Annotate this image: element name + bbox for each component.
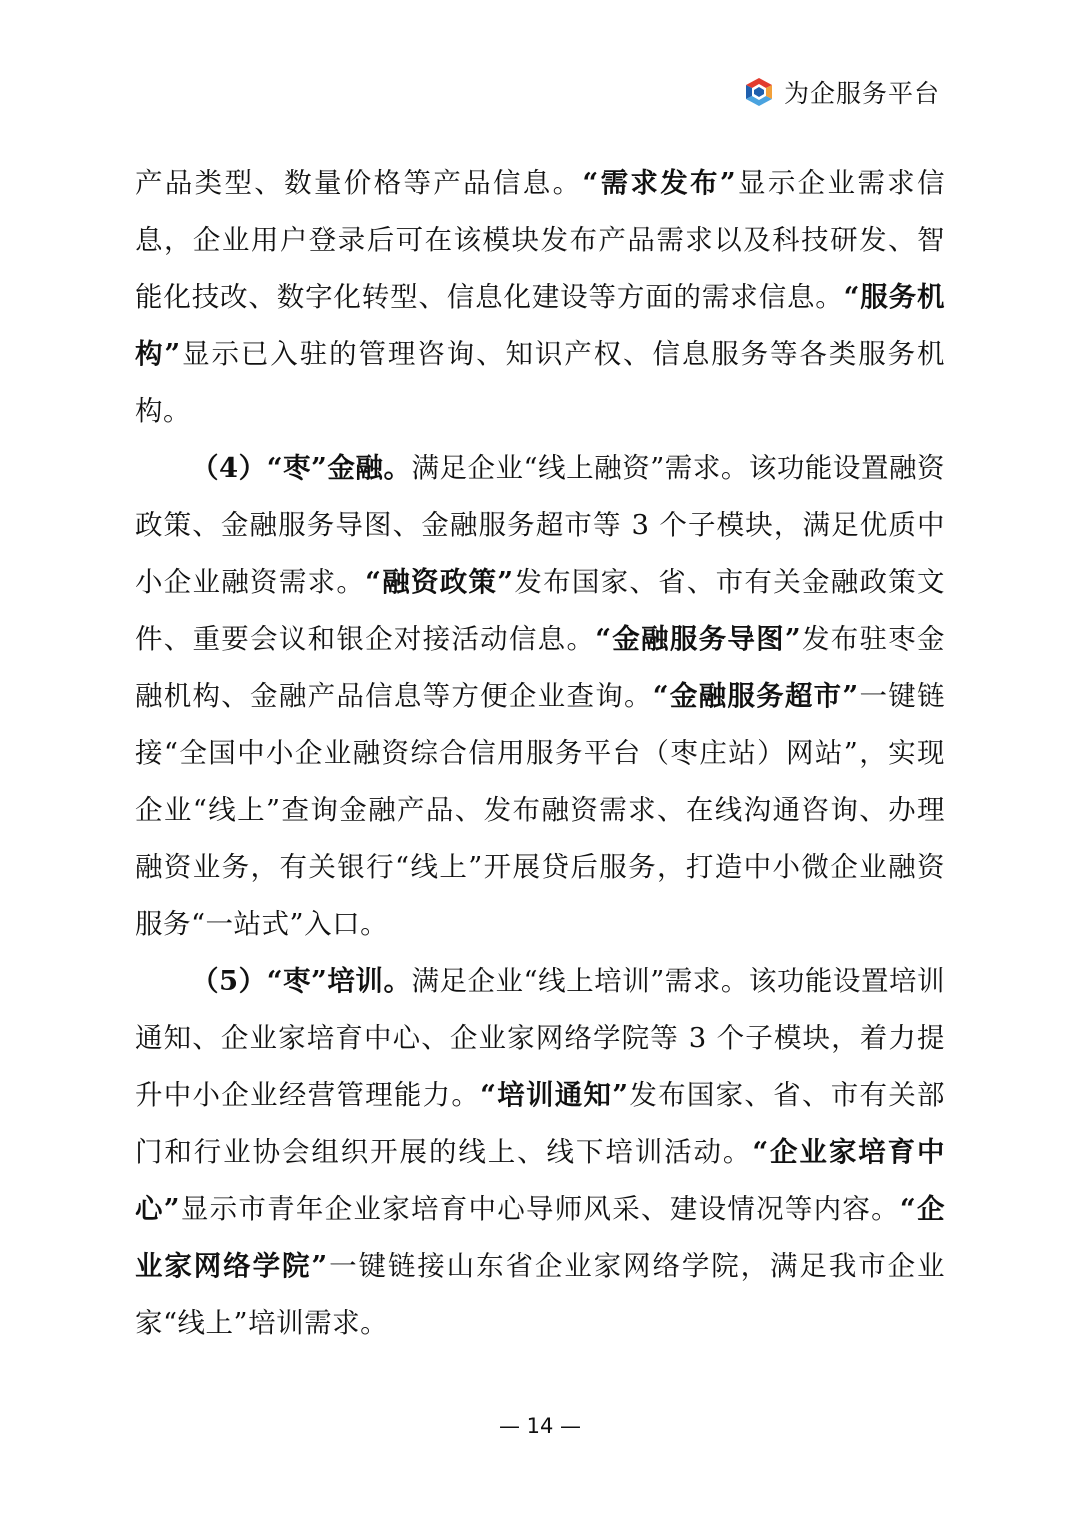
- term-financial-service-market: “金融服务超市”: [652, 680, 859, 712]
- paragraph-finance: （4）“枣”金融。满足企业“线上融资”需求。该功能设置融资政策、金融服务导图、金融服务超市等 3 个子模块，满足优质中小企业融资需求。“融资政策”发布国家、省、市有关金融政策文件、重要会议和银企对接活动信息。“金融服务导图”发布驻枣金融机构、金融产品信息等方便企业查询。“金融服务超市”一键链接“全国中小企业融资综合信用服务平台（枣庄站）网站”，实现企业“线上”查询金融产品、发布融资需求、在线沟通咨询、办理融资业务，有关银行“线上”开展贷后服务，打造中小微企业融资服务“一站式”入口。: [135, 452, 946, 940]
- term-demand-release: “需求发布”: [582, 167, 737, 199]
- paragraph-training: （5）“枣”培训。满足企业“线上培训”需求。该功能设置培训通知、企业家培育中心、企业家网络学院等 3 个子模块，着力提升中小企业经营管理能力。“培训通知”发布国家、省、市有关部门和行业协会组织开展的线上、线下培训活动。“企业家培育中心”显示市青年企业家培育中心导师风采、建设情况等内容。“企业家网络学院”一键链接山东省企业家网络学院，满足我市企业家“线上”培训需求。: [135, 965, 946, 1339]
- page-number: — 14 —: [498, 1414, 582, 1438]
- page-header-brand: [742, 74, 940, 110]
- platform-logo-icon: [742, 75, 776, 109]
- term-entrepreneur-center: “企业家培育中心”: [135, 1136, 946, 1225]
- term-service-agencies: “服务机构”: [135, 281, 945, 370]
- paragraph-supply-demand: 产品类型、数量价格等产品信息。“需求发布”显示企业需求信息，企业用户登录后可在该模块发布产品需求以及科技研发、智能化技改、数字化转型、信息化建设等方面的需求信息。“服务机构”显示已入驻的管理咨询、知识产权、信息服务等各类服务机构。: [135, 167, 945, 427]
- document-body: [135, 155, 945, 1352]
- term-training-notice: “培训通知”: [480, 1079, 629, 1111]
- term-financing-policy: “融资政策”: [365, 566, 514, 598]
- term-entrepreneur-academy: “企业家网络学院”: [135, 1193, 946, 1282]
- term-financial-service-map: “金融服务导图”: [595, 623, 802, 655]
- section-heading-finance: （4）“枣”金融。: [191, 452, 412, 484]
- brand-name: 为企服务平台: [783, 79, 940, 108]
- section-heading-training: （5）“枣”培训。: [191, 965, 412, 997]
